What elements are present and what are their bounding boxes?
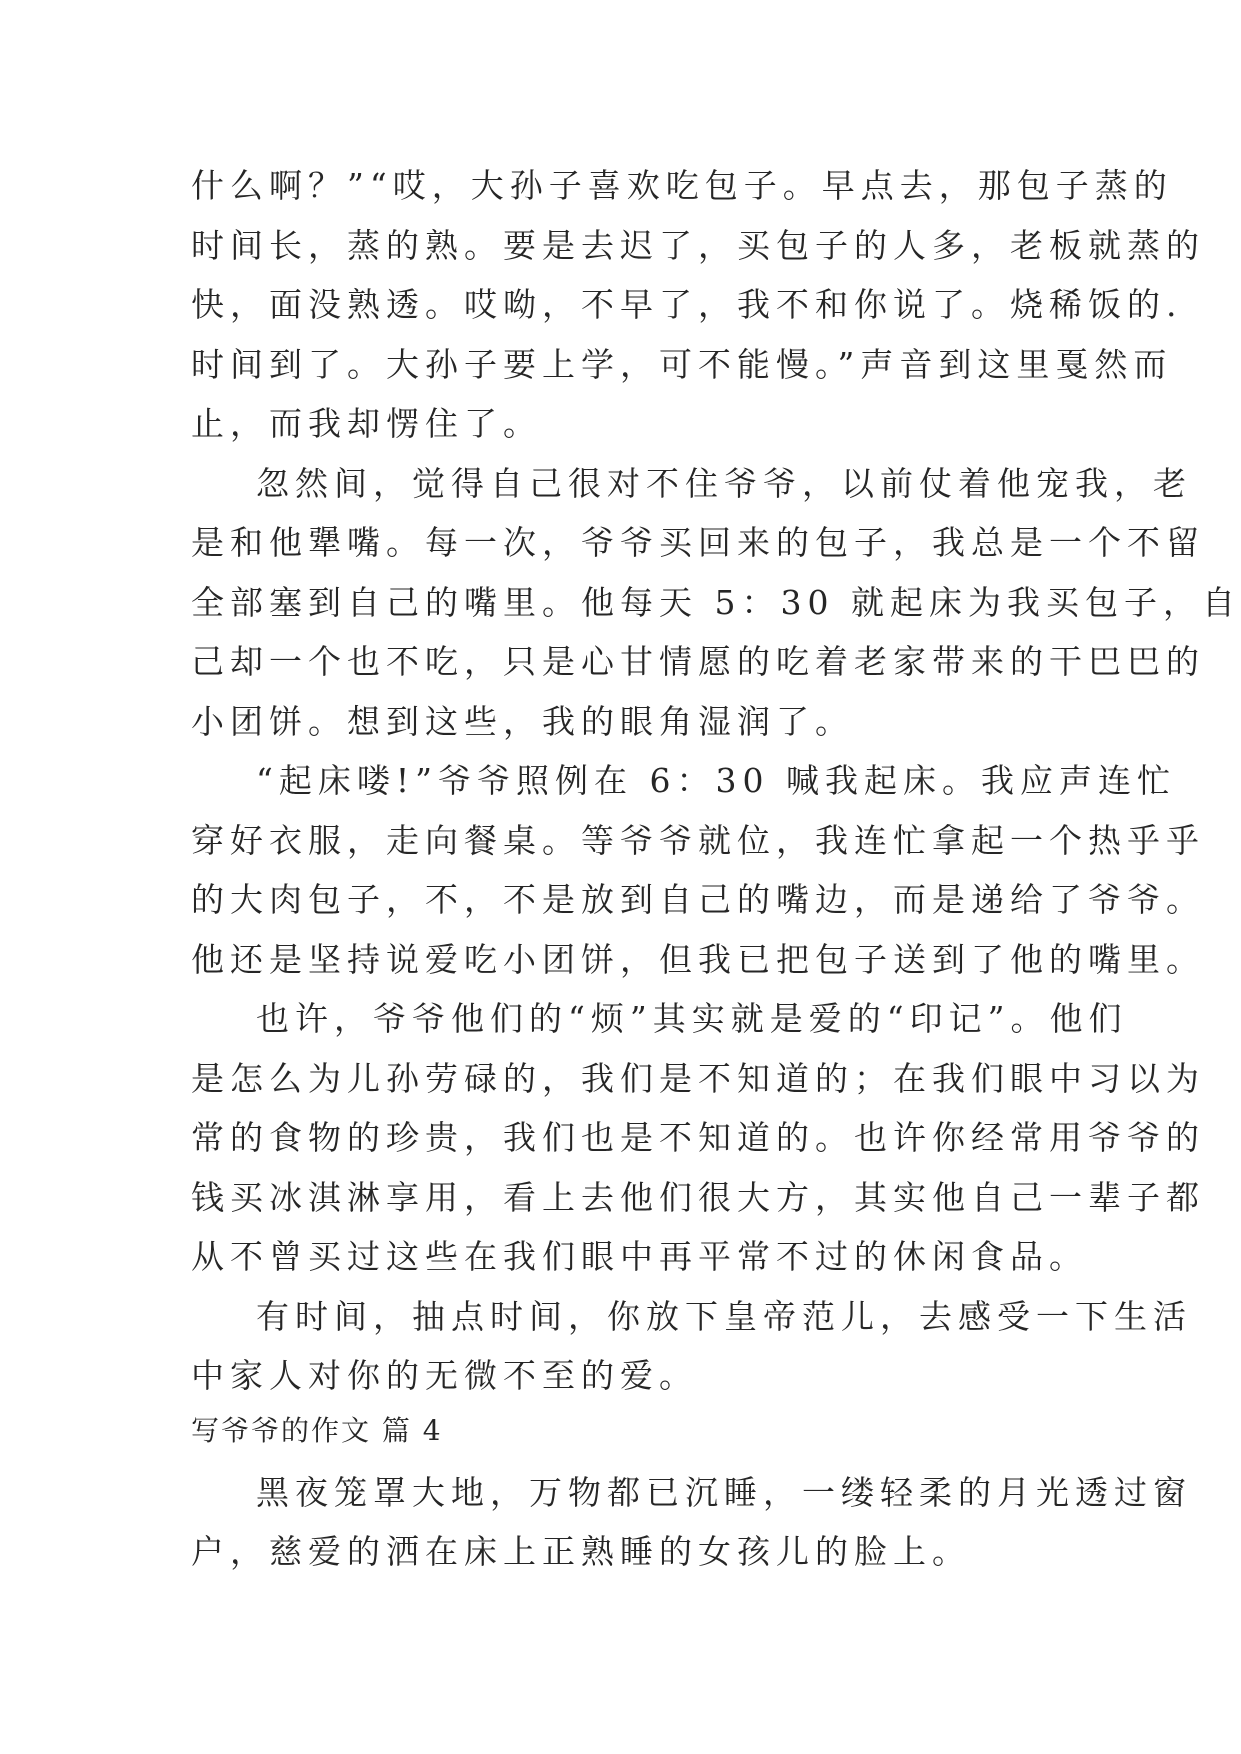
text-line: 全部塞到自己的嘴里。他每天 5：30 就起床为我买包子，自 — [191, 583, 1241, 622]
text-line: 止，而我却愣住了。 — [191, 404, 542, 443]
text-line: 常的食物的珍贵，我们也是不知道的。也许你经常用爷爷的 — [191, 1118, 1205, 1157]
text-line: 忽然间，觉得自己很对不住爷爷，以前仗着他宠我，老 — [256, 464, 1192, 503]
text-line: 己却一个也不吃，只是心甘情愿的吃着老家带来的干巴巴的 — [191, 642, 1205, 681]
text-line: 是和他犟嘴。每一次，爷爷买回来的包子，我总是一个不留 — [191, 523, 1205, 562]
text-line: 小团饼。想到这些，我的眼角湿润了。 — [191, 702, 854, 741]
text-line: 户，慈爱的洒在床上正熟睡的女孩儿的脸上。 — [191, 1532, 971, 1571]
text-line: 中家人对你的无微不至的爱。 — [191, 1356, 698, 1395]
text-line: 有时间，抽点时间，你放下皇帝范儿，去感受一下生活 — [256, 1297, 1192, 1336]
text-line: 时间到了。大孙子要上学，可不能慢。”声音到这里戛然而 — [191, 345, 1173, 384]
text-line: “起床喽!”爷爷照例在 6：30 喊我起床。我应声连忙 — [256, 761, 1176, 800]
text-line: 什么啊？”“哎，大孙子喜欢吃包子。早点去，那包子蒸的 — [191, 166, 1173, 205]
text-line: 也许，爷爷他们的“烦”其实就是爱的“印记”。他们 — [256, 999, 1128, 1038]
text-line: 从不曾买过这些在我们眼中再平常不过的休闲食品。 — [191, 1237, 1088, 1276]
text-line: 的大肉包子，不，不是放到自己的嘴边，而是递给了爷爷。 — [191, 880, 1205, 919]
text-line: 穿好衣服，走向餐桌。等爷爷就位，我连忙拿起一个热乎乎 — [191, 821, 1205, 860]
text-line: 时间长，蒸的熟。要是去迟了，买包子的人多，老板就蒸的 — [191, 226, 1205, 265]
text-line: 快，面没熟透。哎呦，不早了，我不和你说了。烧稀饭的. — [191, 285, 1183, 324]
text-line: 他还是坚持说爱吃小团饼，但我已把包子送到了他的嘴里。 — [191, 940, 1205, 979]
text-line: 钱买冰淇淋享用，看上去他们很大方，其实他自己一辈子都 — [191, 1178, 1205, 1217]
text-line: 是怎么为儿孙劳碌的，我们是不知道的；在我们眼中习以为 — [191, 1059, 1205, 1098]
section-heading: 写爷爷的作文 篇 4 — [191, 1414, 443, 1447]
text-line: 黑夜笼罩大地，万物都已沉睡，一缕轻柔的月光透过窗 — [256, 1473, 1192, 1512]
